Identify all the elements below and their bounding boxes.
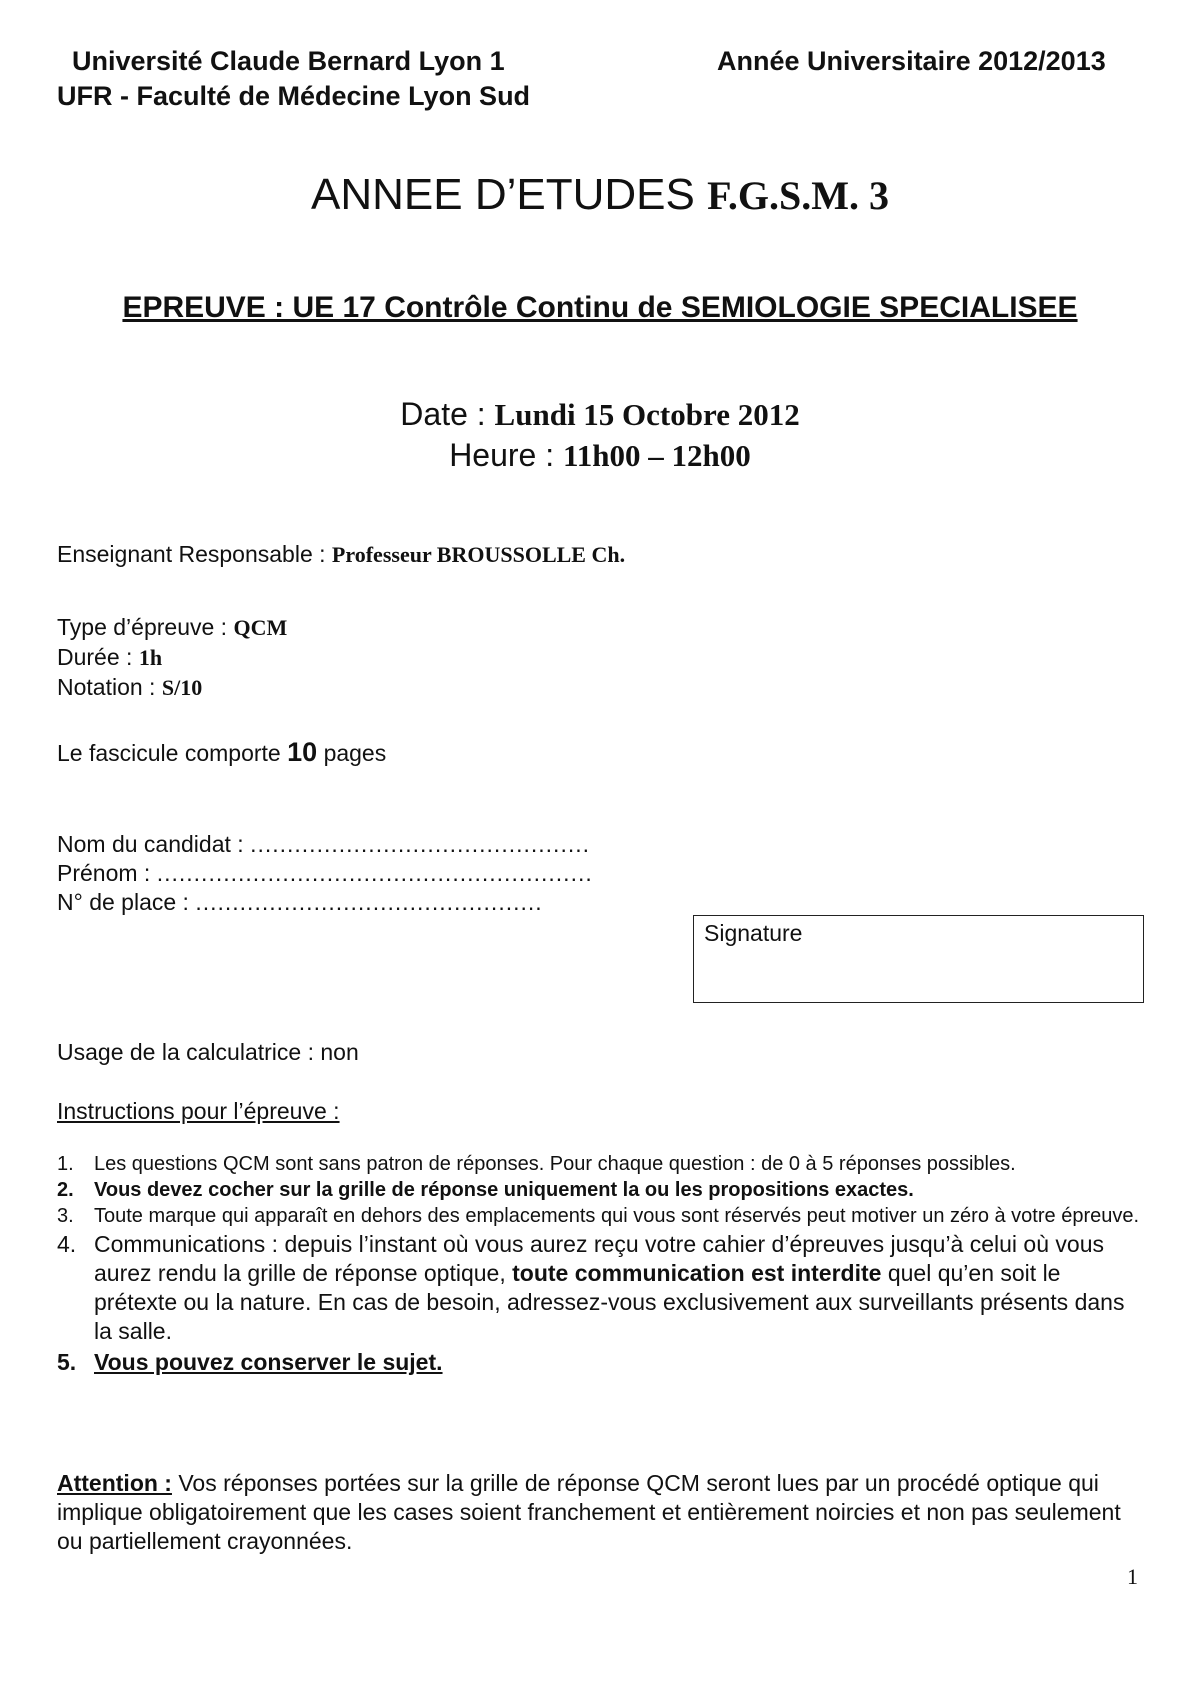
duration-value: 1h [138,645,163,670]
exam-subject: EPREUVE : UE 17 Contrôle Continu de SEMIOLOGIE SPECIALISEE [122,291,1078,324]
page-title [0,170,1200,220]
title-level: F.G.S.M. 3 [707,173,889,218]
candidate-place-dots: ............................................... [195,889,543,915]
instruction-text: Les questions QCM sont sans patron de réponses. Pour chaque question : de 0 à 5 réponses possibles. [94,1153,1016,1175]
title-prefix: ANNEE D’ETUDES [311,170,695,219]
instruction-text: Toute marque qui apparaît en dehors des emplacements qui vous sont réservés peut motiver un zéro à votre épreuve. [94,1205,1140,1227]
instruction-number: 2. [57,1179,74,1201]
instruction-number: 3. [57,1205,74,1227]
instruction-text-emphasis: toute communication est interdite [512,1260,882,1286]
grading-line [57,672,202,703]
booklet-line [57,737,386,768]
date-label: Date : [400,396,486,432]
candidate-firstname-label: Prénom : [57,860,151,886]
instruction-item-5 [57,1348,1144,1377]
candidate-firstname-field[interactable] [57,858,593,888]
booklet-count: 10 [287,737,318,767]
booklet-prefix: Le fascicule comporte [57,740,281,766]
booklet-suffix: pages [323,740,387,766]
attention-label: Attention : [57,1470,172,1496]
instruction-text: Vous pouvez conserver le sujet. [94,1349,443,1375]
candidate-name-dots: .............................................. [250,831,591,857]
exam-date [0,396,1200,433]
instruction-text-start: Communications : depuis l’instant où vous aurez reçu votre cahier d’épreuves jusqu’à celui où vous aurez rendu la grille de réponse optique, [94,1231,1104,1286]
instructions-title: Instructions pour l’épreuve : [57,1098,340,1124]
candidate-firstname-dots: ........................................................... [156,860,593,886]
academic-year: Année Universitaire 2012/2013 [717,46,1106,76]
instruction-item-4 [57,1230,1144,1346]
time-value: 11h00 – 12h00 [563,438,751,473]
instruction-text-end: quel qu’en soit le prétexte ou la nature. En cas de besoin, adressez-vous exclusivement aux surveillants présents dans la salle. [94,1260,1125,1344]
candidate-name-field[interactable] [57,829,590,859]
attention-text: Vos réponses portées sur la grille de réponse QCM seront lues par un procédé optique qui implique obligatoirement que les cases soient franchement et entièrement noircies et non pas seulement ou partiellement crayonnées. [57,1470,1121,1554]
teacher-label: Enseignant Responsable : [57,541,326,567]
exam-type-line [57,612,287,643]
faculty-name: UFR - Faculté de Médecine Lyon Sud [57,81,531,111]
instruction-item-3 [57,1204,1144,1228]
candidate-place-label: N° de place : [57,889,189,915]
time-label: Heure : [449,437,555,473]
candidate-name-label: Nom du candidat : [57,831,244,857]
grading-value: S/10 [161,675,203,700]
calculator-usage: Usage de la calculatrice : non [57,1039,359,1065]
exam-type-value: QCM [233,615,288,640]
instruction-text: Vous devez cocher sur la grille de réponse uniquement la ou les propositions exactes. [94,1179,914,1201]
page-number: 1 [1127,1564,1138,1589]
candidate-place-field[interactable] [57,887,543,917]
instructions-list [57,1152,1144,1379]
teacher-value: Professeur BROUSSOLLE Ch. [331,542,626,567]
university-name: Université Claude Bernard Lyon 1 [72,46,505,76]
duration-label: Durée : [57,644,133,670]
instruction-item-1 [57,1152,1144,1176]
signature-box[interactable] [693,915,1144,1003]
instruction-number: 5. [57,1349,77,1375]
instruction-number: 4. [57,1231,77,1257]
instruction-item-2 [57,1178,1144,1202]
teacher-line [57,539,625,570]
duration-line [57,642,162,673]
date-value: Lundi 15 Octobre 2012 [494,397,800,432]
exam-type-label: Type d’épreuve : [57,614,228,640]
signature-label: Signature [704,920,803,946]
instruction-number: 1. [57,1153,74,1175]
attention-note [57,1469,1144,1556]
exam-time [0,437,1200,474]
grading-label: Notation : [57,674,156,700]
